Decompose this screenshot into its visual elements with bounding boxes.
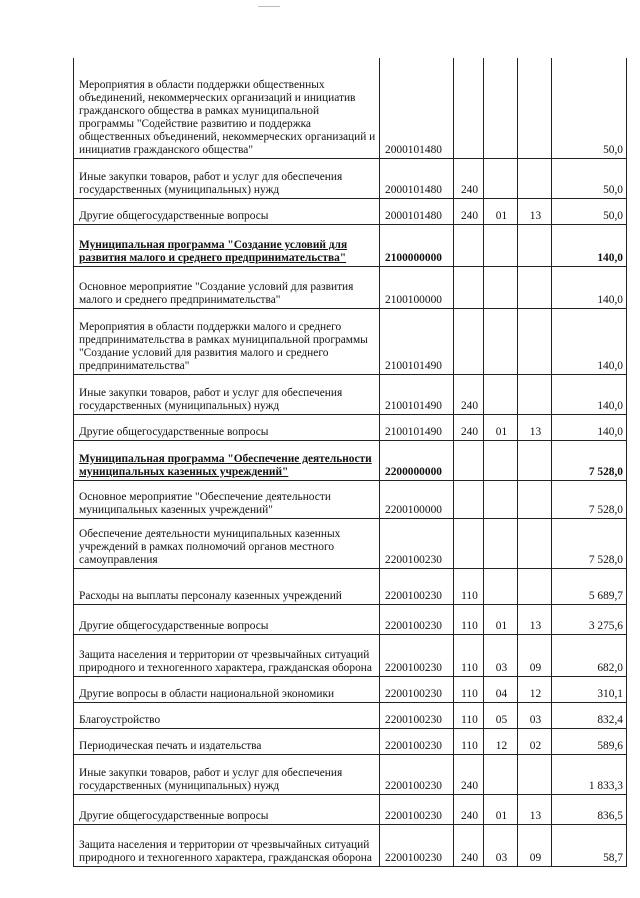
row-expense-type: [454, 58, 484, 158]
row-subsection: 13: [518, 414, 552, 440]
row-target-code: 2200100230: [380, 518, 454, 568]
row-amount: 7 528,0: [552, 440, 627, 480]
row-expense-type: [454, 224, 484, 266]
table-row: [74, 266, 627, 308]
row-section: [484, 440, 518, 480]
row-amount: 140,0: [552, 224, 627, 266]
row-target-code: 2200100230: [380, 794, 454, 824]
row-target-code: 2000101480: [380, 58, 454, 158]
row-amount: 140,0: [552, 374, 627, 414]
row-section: 04: [484, 676, 518, 702]
row-section: 03: [484, 824, 518, 866]
row-subsection: 13: [518, 604, 552, 634]
row-name: Иные закупки товаров, работ и услуг для обеспечения государственных (муниципальных) нужд: [74, 374, 380, 414]
row-section: [484, 266, 518, 308]
row-name: Иные закупки товаров, работ и услуг для обеспечения государственных (муниципальных) нужд: [74, 158, 380, 198]
row-target-code: 2200100230: [380, 634, 454, 676]
row-subsection: [518, 518, 552, 568]
row-section: [484, 568, 518, 604]
row-target-code: 2200100230: [380, 568, 454, 604]
table-row: [74, 518, 627, 568]
row-name: Мероприятия в области поддержки малого и среднего предпринимательства в рамках муниципальной программы "Создание условий для развития малого и среднего предпринимательства": [74, 308, 380, 374]
row-subsection: [518, 308, 552, 374]
row-target-code: 2000101480: [380, 198, 454, 224]
row-section: [484, 58, 518, 158]
row-amount: 589,6: [552, 728, 627, 754]
row-name: Другие общегосударственные вопросы: [74, 604, 380, 634]
row-expense-type: 240: [454, 794, 484, 824]
table-row: [74, 480, 627, 518]
budget-table: [73, 58, 627, 867]
row-subsection: [518, 58, 552, 158]
table-row: [74, 728, 627, 754]
table-row: [74, 58, 627, 158]
row-name: Мероприятия в области поддержки общественных объединений, некоммерческих организаций и инициатив гражданского общества в рамках муниципальной программы "Содействие развитию и поддержка общественных объединений, некоммерческих организаций и инициатив гражданского общества": [74, 58, 380, 158]
row-subsection: 13: [518, 794, 552, 824]
row-expense-type: 110: [454, 676, 484, 702]
row-amount: 140,0: [552, 266, 627, 308]
row-section: [484, 374, 518, 414]
row-target-code: 2200000000: [380, 440, 454, 480]
row-expense-type: 240: [454, 824, 484, 866]
row-amount: 832,4: [552, 702, 627, 728]
row-name: Защита населения и территории от чрезвычайных ситуаций природного и техногенного характера, гражданская оборона: [74, 824, 380, 866]
table-row: [74, 604, 627, 634]
row-section: [484, 480, 518, 518]
row-expense-type: 110: [454, 634, 484, 676]
page-top-mark: [258, 6, 280, 7]
row-name: Другие общегосударственные вопросы: [74, 414, 380, 440]
row-section: 03: [484, 634, 518, 676]
row-name: Основное мероприятие "Создание условий для развития малого и среднего предпринимательства": [74, 266, 380, 308]
row-expense-type: 110: [454, 604, 484, 634]
row-section: 01: [484, 198, 518, 224]
row-subsection: [518, 568, 552, 604]
row-section: [484, 158, 518, 198]
row-amount: 682,0: [552, 634, 627, 676]
row-target-code: 2100101490: [380, 414, 454, 440]
row-expense-type: 240: [454, 374, 484, 414]
row-name: Другие вопросы в области национальной экономики: [74, 676, 380, 702]
row-subsection: 09: [518, 634, 552, 676]
row-subsection: [518, 266, 552, 308]
row-name: Основное мероприятие "Обеспечение деятельности муниципальных казенных учреждений": [74, 480, 380, 518]
row-expense-type: 110: [454, 702, 484, 728]
table-row: [74, 754, 627, 794]
table-row: [74, 568, 627, 604]
row-subsection: 02: [518, 728, 552, 754]
row-amount: 140,0: [552, 308, 627, 374]
row-name: Обеспечение деятельности муниципальных казенных учреждений в рамках полномочий органов местного самоуправления: [74, 518, 380, 568]
row-section: 05: [484, 702, 518, 728]
table-row: [74, 676, 627, 702]
row-expense-type: 240: [454, 414, 484, 440]
row-amount: 7 528,0: [552, 480, 627, 518]
row-expense-type: [454, 518, 484, 568]
row-target-code: 2100101490: [380, 308, 454, 374]
table-row: [74, 634, 627, 676]
row-expense-type: [454, 308, 484, 374]
row-target-code: 2200100230: [380, 728, 454, 754]
table-row: [74, 414, 627, 440]
row-amount: 50,0: [552, 198, 627, 224]
row-amount: 5 689,7: [552, 568, 627, 604]
row-amount: 140,0: [552, 414, 627, 440]
row-target-code: 2000101480: [380, 158, 454, 198]
row-amount: 7 528,0: [552, 518, 627, 568]
row-target-code: 2200100230: [380, 604, 454, 634]
row-section: 01: [484, 794, 518, 824]
row-expense-type: [454, 266, 484, 308]
row-section: 01: [484, 604, 518, 634]
row-amount: 836,5: [552, 794, 627, 824]
table-row: [74, 440, 627, 480]
row-expense-type: 110: [454, 728, 484, 754]
table-row: [74, 374, 627, 414]
row-target-code: 2200100230: [380, 824, 454, 866]
row-section: 12: [484, 728, 518, 754]
row-name: Другие общегосударственные вопросы: [74, 198, 380, 224]
row-section: [484, 308, 518, 374]
row-target-code: 2200100230: [380, 676, 454, 702]
row-name: Муниципальная программа "Обеспечение деятельности муниципальных казенных учреждений": [74, 440, 380, 480]
row-name: Другие общегосударственные вопросы: [74, 794, 380, 824]
row-expense-type: [454, 480, 484, 518]
table-row: [74, 224, 627, 266]
row-subsection: [518, 158, 552, 198]
row-target-code: 2100000000: [380, 224, 454, 266]
row-section: [484, 224, 518, 266]
row-expense-type: 240: [454, 754, 484, 794]
row-name: Периодическая печать и издательства: [74, 728, 380, 754]
table-row: [74, 702, 627, 728]
table-row: [74, 794, 627, 824]
table-row: [74, 198, 627, 224]
row-target-code: 2200100230: [380, 702, 454, 728]
row-name: Муниципальная программа "Создание условий для развития малого и среднего предпринимательства": [74, 224, 380, 266]
table-row: [74, 158, 627, 198]
row-section: [484, 518, 518, 568]
row-amount: 3 275,6: [552, 604, 627, 634]
row-name: Защита населения и территории от чрезвычайных ситуаций природного и техногенного характера, гражданская оборона: [74, 634, 380, 676]
row-subsection: 13: [518, 198, 552, 224]
row-subsection: 09: [518, 824, 552, 866]
row-subsection: 12: [518, 676, 552, 702]
row-section: [484, 754, 518, 794]
table-row: [74, 824, 627, 866]
row-expense-type: 240: [454, 198, 484, 224]
row-subsection: [518, 224, 552, 266]
budget-table-body: [74, 58, 627, 866]
row-section: 01: [484, 414, 518, 440]
row-amount: 50,0: [552, 58, 627, 158]
row-expense-type: 110: [454, 568, 484, 604]
table-row: [74, 308, 627, 374]
row-expense-type: 240: [454, 158, 484, 198]
row-expense-type: [454, 440, 484, 480]
row-amount: 310,1: [552, 676, 627, 702]
row-subsection: [518, 754, 552, 794]
row-name: Расходы на выплаты персоналу казенных учреждений: [74, 568, 380, 604]
row-subsection: 03: [518, 702, 552, 728]
row-target-code: 2100100000: [380, 266, 454, 308]
row-subsection: [518, 480, 552, 518]
row-target-code: 2100101490: [380, 374, 454, 414]
row-amount: 1 833,3: [552, 754, 627, 794]
row-name: Иные закупки товаров, работ и услуг для обеспечения государственных (муниципальных) нужд: [74, 754, 380, 794]
row-amount: 58,7: [552, 824, 627, 866]
row-target-code: 2200100230: [380, 754, 454, 794]
row-amount: 50,0: [552, 158, 627, 198]
row-subsection: [518, 374, 552, 414]
row-target-code: 2200100000: [380, 480, 454, 518]
row-name: Благоустройство: [74, 702, 380, 728]
row-subsection: [518, 440, 552, 480]
